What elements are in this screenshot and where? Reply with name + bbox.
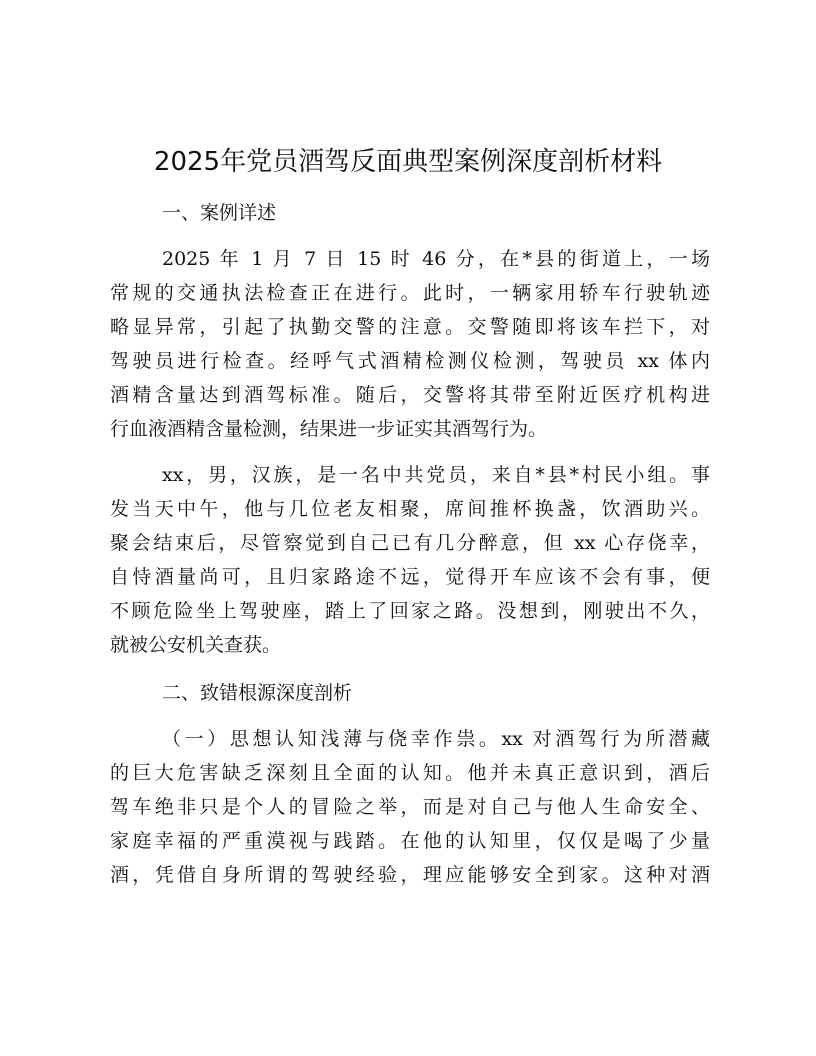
paragraph-line: （一）思想认知浅薄与侥幸作祟。xx 对酒驾行为所潜藏 <box>162 728 710 750</box>
paragraph-line: 不顾危险坐上驾驶座，踏上了回家之路。没想到，刚驶出不久， <box>110 600 710 622</box>
section-heading-2: 二、致错根源深度剖析 <box>162 682 353 704</box>
paragraph-line: 行血液酒精含量检测，结果进一步证实其酒驾行为。 <box>110 418 548 440</box>
paragraph-case-details <box>110 242 710 446</box>
paragraph-line: 驾车绝非只是个人的冒险之举，而是对自己与他人生命安全、 <box>110 796 710 818</box>
paragraph-line: 常规的交通执法检查正在进行。此时，一辆家用轿车行驶轨迹 <box>110 282 710 304</box>
paragraph-person-background <box>110 458 710 662</box>
paragraph-line: 就被公安机关查获。 <box>110 634 282 656</box>
paragraph-line: 酒，凭借自身所谓的驾驶经验，理应能够安全到家。这种对酒 <box>110 864 710 886</box>
paragraph-line: 酒精含量达到酒驾标准。随后，交警将其带至附近医疗机构进 <box>110 384 710 406</box>
paragraph-line: 自恃酒量尚可，且归家路途不远，觉得开车应该不会有事，便 <box>110 566 710 588</box>
paragraph-line: 略显异常，引起了执勤交警的注意。交警随即将该车拦下，对 <box>110 316 710 338</box>
paragraph-line: 聚会结束后，尽管察觉到自己已有几分醉意，但 xx 心存侥幸， <box>110 532 710 554</box>
paragraph-line: 发当天中午，他与几位老友相聚，席间推杯换盏，饮酒助兴。 <box>110 498 710 520</box>
paragraph-root-cause-analysis <box>110 722 710 892</box>
paragraph-line: 的巨大危害缺乏深刻且全面的认知。他并未真正意识到，酒后 <box>110 762 710 784</box>
paragraph-line: 2025 年 1 月 7 日 15 时 46 分，在*县的街道上，一场 <box>162 248 710 270</box>
section-heading-1: 一、案例详述 <box>162 202 277 224</box>
document-body <box>110 194 710 892</box>
paragraph-line: xx，男，汉族，是一名中共党员，来自*县*村民小组。事 <box>162 464 710 486</box>
document-title: 2025年党员酒驾反面典型案例深度剖析材料 <box>153 147 663 177</box>
paragraph-line: 家庭幸福的严重漠视与践踏。在他的认知里，仅仅是喝了少量 <box>110 830 710 852</box>
paragraph-line: 驾驶员进行检查。经呼气式酒精检测仪检测，驾驶员 xx 体内 <box>110 350 710 372</box>
